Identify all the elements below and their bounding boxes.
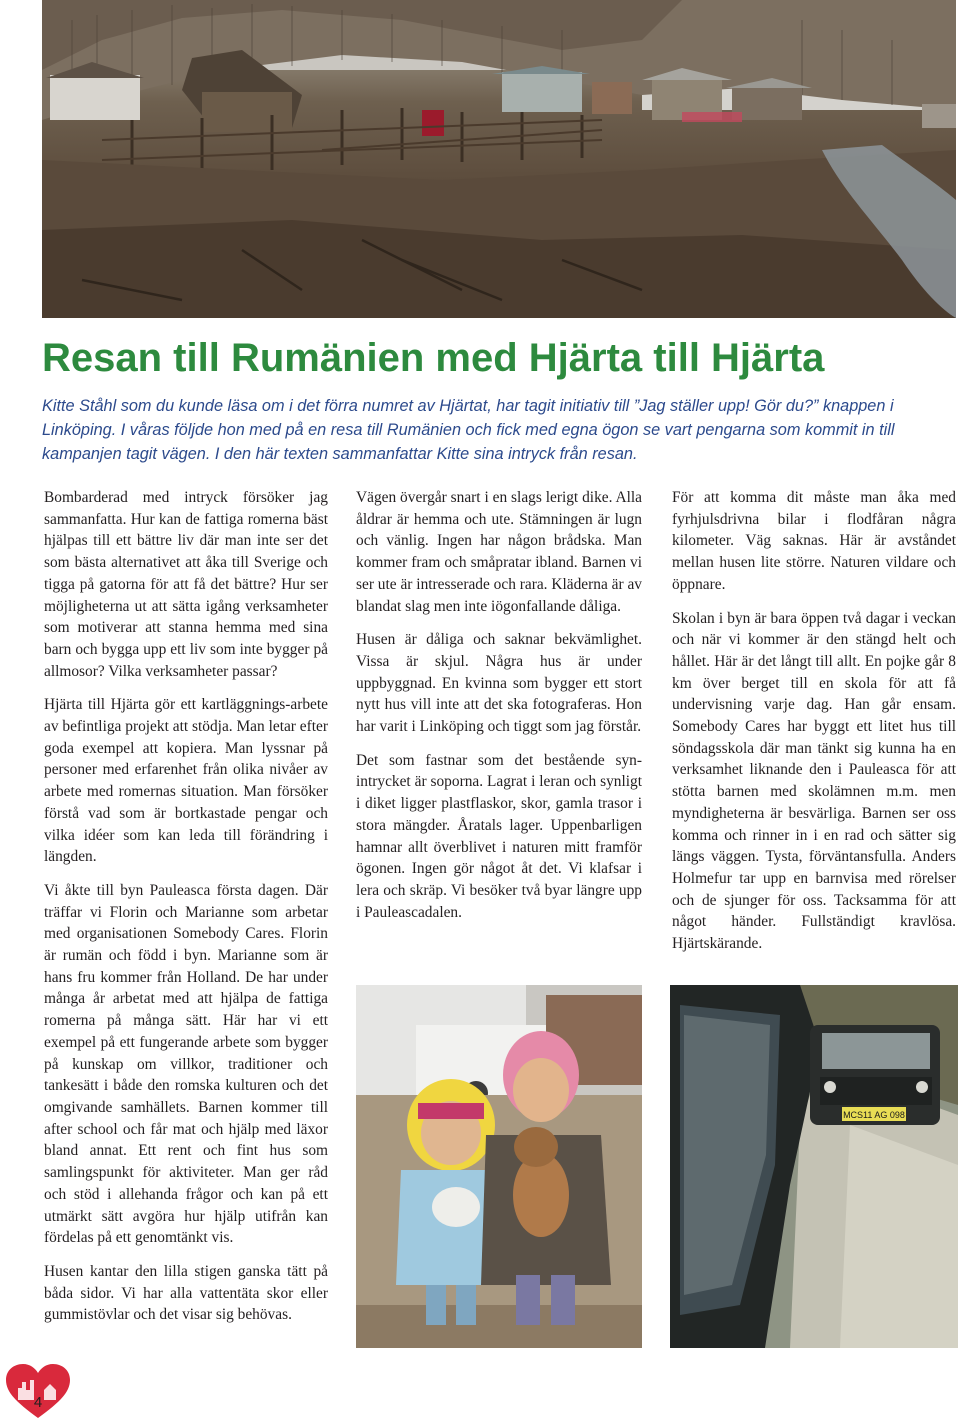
article-column-3	[672, 487, 956, 967]
article-paragraph: Det som fastnar som det bestående syn-intrycket är soporna. Lagrat i leran och synligt i diket ligger plastflaskor, skor, gamla trasor i stora mängder. Åratals lager. Uppenbarligen hamnar allt överblivet i naturen mitt framför ögonen. Ingen gör något åt det. Vi klafsar i lera och skräp. Vi besöker två byar längre upp i Pauleascadalen.	[356, 751, 642, 921]
page-number: 4	[33, 1394, 43, 1411]
car-in-riverbed-photo	[670, 985, 958, 1348]
children-with-puppy-photo	[356, 985, 642, 1348]
article-paragraph: Vi åkte till byn Pauleasca första dagen. Där träffar vi Florin och Marianne som arbetar med organisationen Somebody Cares. Florin är rumän och född i byn. Marianne som är hans fru kommer från Holland. De har under många år arbetat med att hjälpa de fattiga romerna på många sätt. Här har vi ett exempel på ett fungerande arbete som bygger på kunskap om villkor, traditioner och tankesätt i både den romska kulturen och det omgivande samhällets. Barnen kommer till after school och får mat och hjälp med läxor bland annat. Ett rent och fint hus som samlingspunkt för aktiviteter. Man ger råd och stöd i allehanda frågor och kan på ett utmärkt sätt avgöra hur hjälp utifrån kan fördelas på ett genomtänkt vis.	[44, 881, 328, 1247]
article-lead: Kitte Ståhl som du kunde läsa om i det förra numret av Hjärtat, har tagit initiativ till ”Jag ställer upp! Gör du?” knappen i Linköping. I våras följde hon med på en resa till Rumänien och fick med egna ögon se vart pengarna som kommit in till kampanjen tagit vägen. I den här texten sammanfattar Kitte sina intryck från resan.	[42, 397, 895, 463]
car-in-riverbed-illustration	[670, 985, 958, 1348]
article-paragraph: Hjärta till Hjärta gör ett kartläggnings-arbete av befintliga projekt att stödja. Man letar efter goda exempel att kopiera. Man lyssnar på personer med erfarenhet från olika nivåer av arbete med romernas situation. Man försöker förstå vad som är bortkastade pengar och vilka idéer som kan leda till förändring i längden.	[44, 696, 328, 866]
article-headline: Resan till Rumänien med Hjärta till Hjärta	[42, 336, 825, 380]
article-paragraph: Bombarderad med intryck försöker jag sammanfatta. Hur kan de fattiga romerna bäst hjälpas till ett bättre liv där man inte ser det som bästa alternativet att åka till Sverige och tigga på gatorna för att få det bättre? Hur ser möjligheterna ut att sätta igång verksamheter som motiverar att stanna hemma med sina barn och bygga upp ett liv som inte bygger på allmosor? Vilka verksamheter passar?	[44, 489, 328, 680]
heart-icon	[4, 1362, 72, 1420]
village-panorama-illustration	[42, 0, 956, 318]
article-paragraph: Vägen övergår snart i en slags lerigt dike. Alla åldrar är hemma och ute. Stämningen är lugn och vänlig. Ingen har någon brådska. Man kommer fram och småpratar ibland. Barnen vi ser ute är intresserade och rara. Kläderna är av blandat slag men inte iögonfallande dåliga.	[356, 489, 642, 615]
article-paragraph: Husen kantar den lilla stigen ganska tätt på båda sidor. Vi har alla vattentäta skor eller gummistövlar och det visar sig behövas.	[44, 1262, 328, 1324]
article-column-1	[44, 487, 328, 1338]
village-panorama-photo	[42, 0, 956, 318]
article-paragraph: Skolan i byn är bara öppen två dagar i veckan och när vi kommer är den stängd helt och hållet. Här är det långt till allt. En pojke går 8 km över berget till en skola för att få undervisning varje dag. Han går ensam. Somebody Cares har byggt ett litet hus till söndagsskola där man tänkt sig kunna ha en verksamhet liknande den i Pauleasca för att stötta barnen med skolämnen m.m. men myndigheterna är besvärliga. Barnen ser oss komma och rinner in i en rad och sätter sig längs väggen. Tysta, förväntansfulla. Anders Holmefur tar upp en barnvisa med rörelser och de sjunger för oss. Tacksamma för att något händer. Fullständigt kravlösa. Hjärtskärande.	[672, 609, 956, 953]
article-paragraph: För att komma dit måste man åka med fyrhjulsdrivna bilar i flodfåran några kilometer. Väg saknas. Här är avståndet mellan husen lite större. Naturen vildare och öppnare.	[672, 489, 956, 593]
children-with-puppy-illustration	[356, 985, 642, 1348]
car-license-plate: MCS11 AG 098	[843, 1110, 905, 1120]
article-paragraph: Husen är dåliga och saknar bekvämlighet. Vissa är skjul. Några hus är under uppbyggnad. En kvinna som bygger ett stort nytt hus vill inte att det ska fotograferas. Hon har varit i Linköping och tiggt som jag förstår.	[356, 631, 642, 736]
article-column-2	[356, 487, 642, 935]
